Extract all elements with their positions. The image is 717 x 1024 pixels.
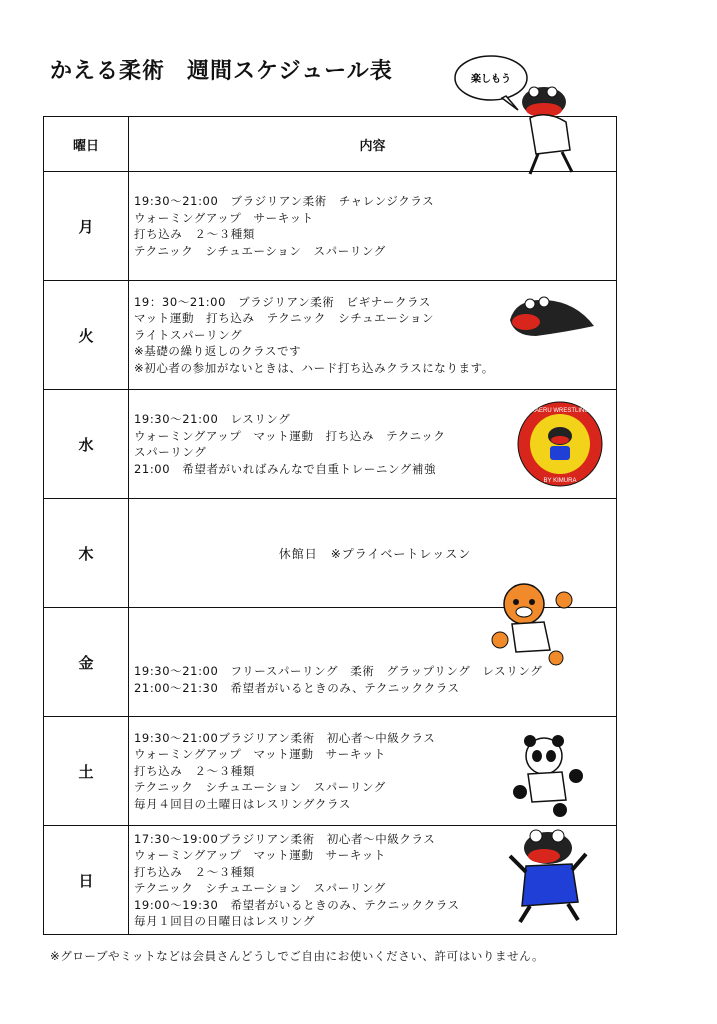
content-line: 19：30～21:00 ブラジリアン柔術 ビギナークラス: [134, 294, 431, 309]
content-line: 21:00～21:30 希望者がいるときのみ、テクニッククラス: [134, 680, 460, 695]
logo-top-text: KAERU WRESTLING: [530, 408, 590, 414]
frog-gi-icon: [530, 115, 570, 154]
content-line: 19:30～21:00 レスリング: [134, 412, 291, 426]
footnote: ※グローブやミットなどは会員さんどうしでご自由にお使いください、許可はいりません。: [50, 949, 545, 963]
day-cell: 月: [44, 172, 129, 281]
day-cell: 金: [44, 608, 129, 717]
content-line: テクニック シチュエーション スパーリング: [134, 243, 386, 258]
tiger-illustration: [490, 578, 580, 668]
content-line: ※基礎の繰り返しのクラスです: [134, 344, 302, 359]
schedule-title: 週間スケジュール表: [187, 59, 393, 84]
dojo-name: かえる柔術: [50, 59, 166, 84]
content-line: 19:30～21:00 フリースパーリング 柔術 グラップリング レスリング: [134, 664, 543, 678]
day-cell: 火: [44, 281, 129, 390]
frog-bubble-illustration: [446, 50, 596, 180]
day-cell: 日: [44, 826, 129, 935]
content-line: ライトスパーリング: [134, 327, 243, 342]
speech-bubble-text: 楽しもう: [471, 74, 511, 85]
content-line: ※初心者の参加がないときは、ハード打ち込みクラスになります。: [134, 360, 494, 375]
content-line: 毎月１回目の日曜日はレスリング: [134, 914, 315, 928]
content-line: 毎月４回目の土曜日はレスリングクラス: [134, 796, 351, 811]
content-line: マット運動 打ち込み テクニック シチュエーション: [134, 311, 435, 326]
frog-lying-illustration: [506, 292, 598, 344]
content-line: 19:00～19:30 希望者がいるときのみ、テクニッククラス: [134, 897, 460, 912]
content-lines: [134, 663, 542, 696]
panda-illustration: [510, 732, 590, 818]
table-row: [44, 172, 617, 281]
content-line: 打ち込み ２～３種類: [134, 763, 255, 778]
content-line: 打ち込み ２～３種類: [134, 864, 255, 879]
content-line: 19:30～21:00ブラジリアン柔術 初心者～中級クラス: [134, 730, 436, 745]
logo-bottom-text: BY KIMURA: [543, 478, 577, 484]
content-line: 17:30～19:00ブラジリアン柔術 初心者～中級クラス: [134, 831, 436, 846]
content-line: ウォーミングアップ サーキット: [134, 210, 314, 225]
content-line: ウォーミングアップ マット運動 サーキット: [134, 848, 386, 862]
content-line: 21:00 希望者がいればみんなで自重トレーニング補強: [134, 461, 437, 476]
content-line: 19:30～21:00 ブラジリアン柔術 チャレンジクラス: [134, 194, 435, 208]
content-line: ウォーミングアップ マット運動 サーキット: [134, 747, 386, 762]
content-line: 休館日 ※プライベートレッスン: [278, 546, 472, 561]
day-cell: 木: [44, 499, 129, 608]
content-line: ウォーミングアップ マット運動 打ち込み テクニック: [134, 428, 446, 443]
content-lines: [134, 193, 616, 259]
content-cell: [129, 172, 617, 281]
frog-blue-gi-illustration: [496, 826, 600, 926]
content-line: テクニック シチュエーション スパーリング: [134, 881, 386, 895]
content-line: スパーリング: [134, 445, 207, 459]
content-line: 打ち込み ２～３種類: [134, 227, 255, 241]
header-day: 曜日: [44, 117, 129, 172]
page-title: [50, 54, 393, 85]
day-cell: 水: [44, 390, 129, 499]
wrestling-logo: [516, 396, 604, 492]
header-content: 内容: [129, 117, 617, 172]
day-cell: 土: [44, 717, 129, 826]
content-line: テクニック シチュエーション スパーリング: [134, 780, 386, 795]
